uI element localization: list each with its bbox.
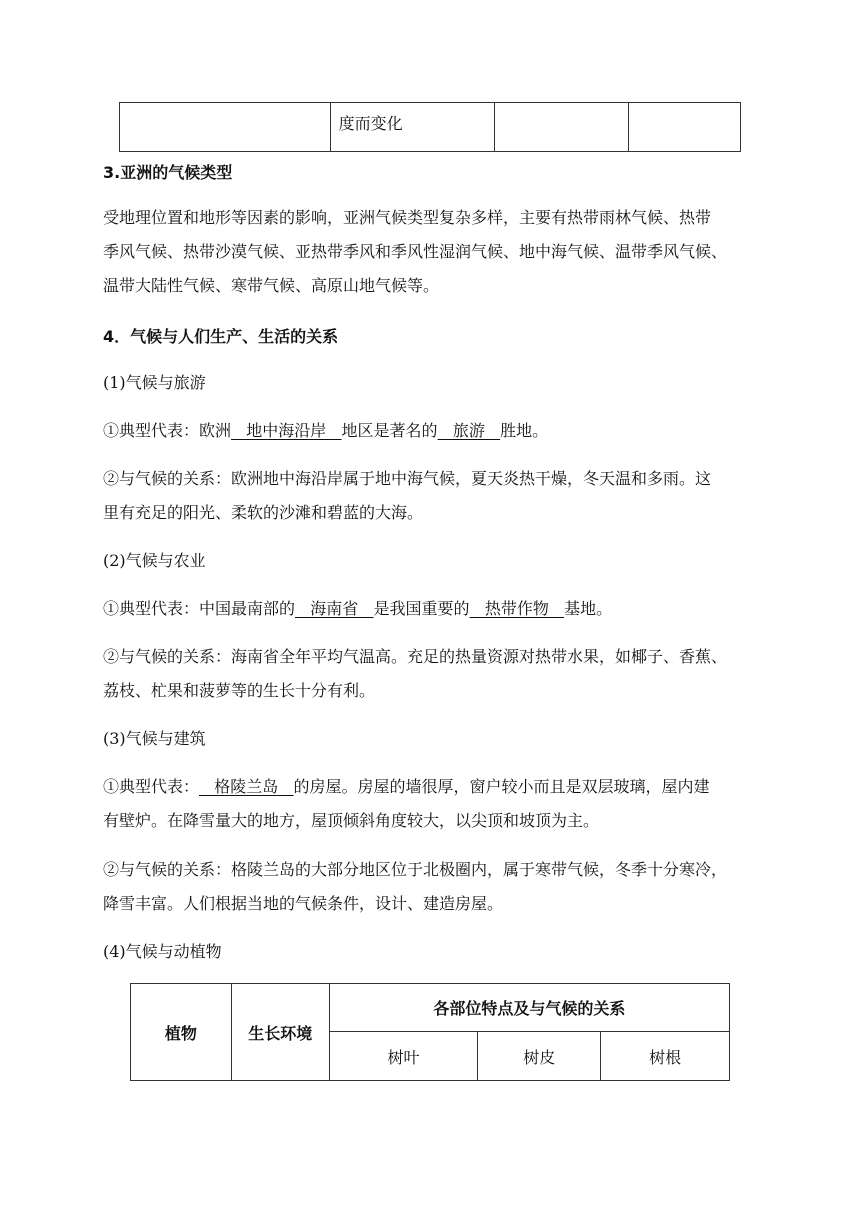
table-header-row <box>131 984 730 1032</box>
subsection-title: (2)气候与农业 <box>103 551 206 570</box>
answer-blank: 热带作物 <box>469 599 565 618</box>
table-cell: 度而变化 <box>330 103 495 152</box>
answer-blank: 地中海沿岸 <box>231 421 342 440</box>
paragraph-line: ②与气候的关系：海南省全年平均气温高。充足的热量资源对热带水果，如椰子、香蕉、 <box>103 647 728 666</box>
answer-blank: 格陵兰岛 <box>199 777 294 796</box>
answer-blank: 海南省 <box>295 599 374 618</box>
subheader-bark: 树皮 <box>478 1032 601 1081</box>
subheader-root: 树根 <box>601 1032 730 1081</box>
example-line <box>103 598 612 620</box>
paragraph-line: 温带大陆性气候、寒带气候、高原山地气候等。 <box>103 276 440 295</box>
header-environment: 生长环境 <box>231 984 329 1081</box>
example-line <box>103 420 548 442</box>
text: 是我国重要的 <box>373 599 470 618</box>
subsection-title: (4)气候与动植物 <box>103 942 222 961</box>
section-heading: 4．气候与人们生产、生活的关系 <box>103 327 339 346</box>
header-group: 各部位特点及与气候的关系 <box>329 984 729 1032</box>
paragraph <box>103 640 763 708</box>
subsection-title: (3)气候与建筑 <box>103 729 206 748</box>
table-cell <box>120 103 331 152</box>
text: ①典型代表： <box>103 777 200 796</box>
text: 的房屋。房屋的墙很厚，窗户较小而且是双层玻璃，屋内建 <box>293 777 710 796</box>
table-cell <box>495 103 629 152</box>
paragraph-line: 荔枝、杧果和菠萝等的生长十分有利。 <box>103 681 376 700</box>
table-cell <box>629 103 741 152</box>
subheader-leaf: 树叶 <box>329 1032 478 1081</box>
paragraph-line: 有壁炉。在降雪量大的地方，屋顶倾斜角度较大，以尖顶和坡顶为主。 <box>103 811 600 830</box>
paragraph-line: 受地理位置和地形等因素的影响，亚洲气候类型复杂多样，主要有热带雨林气候、热带 <box>103 208 712 227</box>
paragraph-line: 降雪丰富。人们根据当地的气候条件，设计、建造房屋。 <box>103 894 504 913</box>
section-heading: 3.亚洲的气候类型 <box>103 163 233 182</box>
top-table <box>119 102 741 152</box>
paragraph-line: 里有充足的阳光、柔软的沙滩和碧蓝的大海。 <box>103 503 424 522</box>
paragraph-line: 季风气候、热带沙漠气候、亚热带季风和季风性湿润气候、地中海气候、温带季风气候、 <box>103 242 728 261</box>
plants-table <box>130 983 730 1081</box>
paragraph-line: ②与气候的关系：格陵兰岛的大部分地区位于北极圈内，属于寒带气候，冬季十分寒冷， <box>103 860 728 879</box>
text: 基地。 <box>564 599 613 618</box>
paragraph <box>103 853 763 921</box>
paragraph <box>103 770 763 838</box>
answer-blank: 旅游 <box>437 421 501 440</box>
text: ①典型代表：欧洲 <box>103 421 232 440</box>
paragraph <box>103 462 763 530</box>
text: ①典型代表：中国最南部的 <box>103 599 296 618</box>
text: 地区是著名的 <box>341 421 438 440</box>
paragraph-line <box>103 770 763 804</box>
table-row <box>120 103 741 152</box>
subsection-title: (1)气候与旅游 <box>103 373 206 392</box>
text: 胜地。 <box>500 421 549 440</box>
header-plant: 植物 <box>131 984 232 1081</box>
paragraph <box>103 201 763 303</box>
paragraph-line: ②与气候的关系：欧洲地中海沿岸属于地中海气候，夏天炎热干燥，冬天温和多雨。这 <box>103 469 712 488</box>
